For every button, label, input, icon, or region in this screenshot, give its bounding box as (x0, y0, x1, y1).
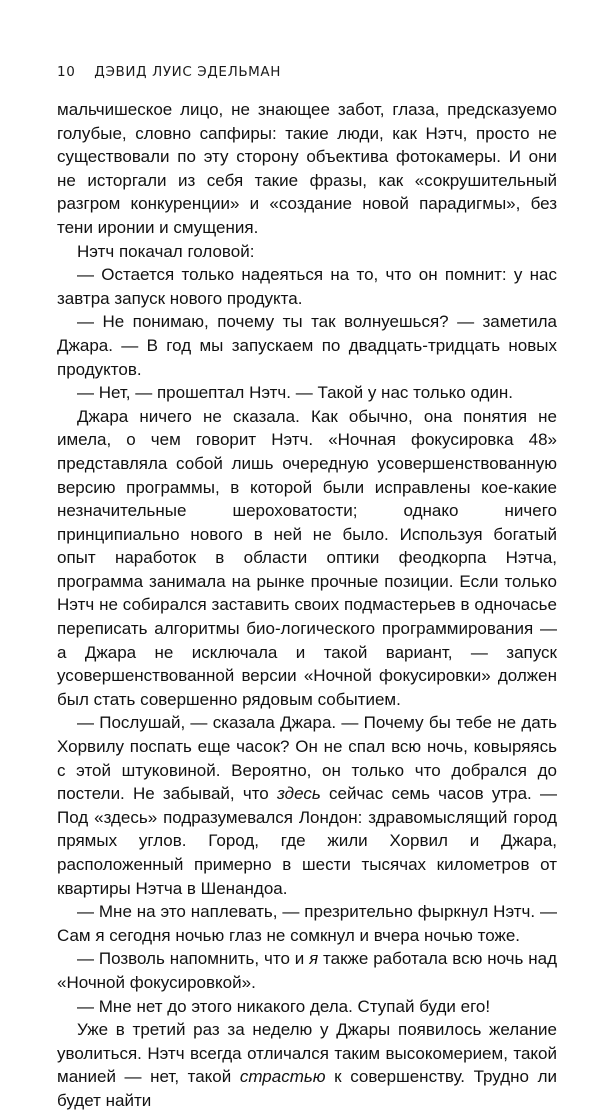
text-segment: Уже в третий раз за неделю у Джары появилось желание уволиться. Нэтч всегда отличался таким высокомерием, такой манией — нет, такой (57, 1020, 557, 1087)
text-segment: — Нет, — прошептал Нэтч. — Такой у нас только один. (77, 383, 513, 403)
text-segment: — Мне на это наплевать, — презрительно фыркнул Нэтч. — Сам я сегодня ночью глаз не сомкнул и вчера ночью тоже. (57, 902, 557, 945)
emphasized-text: страстью (239, 1067, 326, 1087)
paragraph (57, 947, 557, 994)
text-segment: к совершенству. Трудно ли будет найти (57, 1067, 557, 1110)
paragraph (57, 263, 557, 310)
text-segment: Джара ничего не сказала. Как обычно, она понятия не имела, о чем говорит Нэтч. «Ночная фокусировка 48» представляла собой лишь очередную усовершенствованную версию программы, в которой были исправлены кое-какие незначительные шероховатости; однако ничего принципиально нового в ней не было. Используя богатый опыт наработок в области оптики феодкорпа Нэтча, программа занимала на рынке прочные позиции. Если только Нэтч не собирался заставить своих подмастерьев в одночасье переписать алгоритмы био-логического программирования — а Джара не исключала и такой вариант, — запуск усовершенствованной версии «Ночной фокусировки» должен был стать совершенно рядовым событием. (57, 406, 557, 709)
emphasized-text: здесь (276, 784, 321, 804)
paragraph (57, 240, 557, 264)
paragraph (57, 1018, 557, 1112)
running-header (57, 64, 281, 80)
text-segment: мальчишеское лицо, не знающее забот, глаза, предсказуемо голубые, словно сапфиры: такие люди, как Нэтч, просто не существовали по эту сторону объектива фотокамеры. И они не исторгали из себя такие фразы, как «сокрушительный разгром конкуренции» и «создание новой парадигмы», без тени иронии и смущения. (57, 100, 557, 237)
body-text (57, 98, 557, 1113)
text-segment: — Послушай, — сказала Джара. — Почему бы тебе не дать Хорвилу поспать еще часок? Он не спал всю ночь, ковыряясь с этой штуковиной. Вероятно, он только что добрался до постели. Не забывай, что (57, 713, 557, 804)
text-segment: Нэтч покачал головой: (77, 241, 255, 261)
text-segment: — Мне нет до этого никакого дела. Ступай буди его! (77, 996, 491, 1016)
paragraph (57, 405, 557, 712)
page-number: 10 (57, 64, 76, 80)
text-segment: — Не понимаю, почему ты так волнуешься? — заметила Джара. — В год мы запускаем по двадцать-тридцать новых продуктов. (57, 312, 557, 379)
text-segment: сейчас семь часов утра. — Под «здесь» подразумевался Лондон: здравомыслящий город прямых углов. Город, где жили Хорвил и Джара, расположенный примерно в шести тысячах километров от квартиры Нэтча в Шенандоа. (57, 784, 557, 898)
running-header-author: ДЭВИД ЛУИС ЭДЕЛЬМАН (94, 64, 282, 80)
emphasized-text: я (309, 949, 319, 969)
paragraph (57, 900, 557, 947)
text-segment: — Остается только надеяться на то, что он помнит: у нас завтра запуск нового продукта. (57, 265, 557, 308)
paragraph (57, 711, 557, 900)
text-segment: также работала всю ночь над «Ночной фокусировкой». (57, 949, 557, 992)
paragraph (57, 310, 557, 381)
paragraph (57, 381, 557, 405)
text-segment: — Позволь напомнить, что и (77, 949, 310, 969)
paragraph (57, 995, 557, 1019)
paragraph (57, 98, 557, 240)
